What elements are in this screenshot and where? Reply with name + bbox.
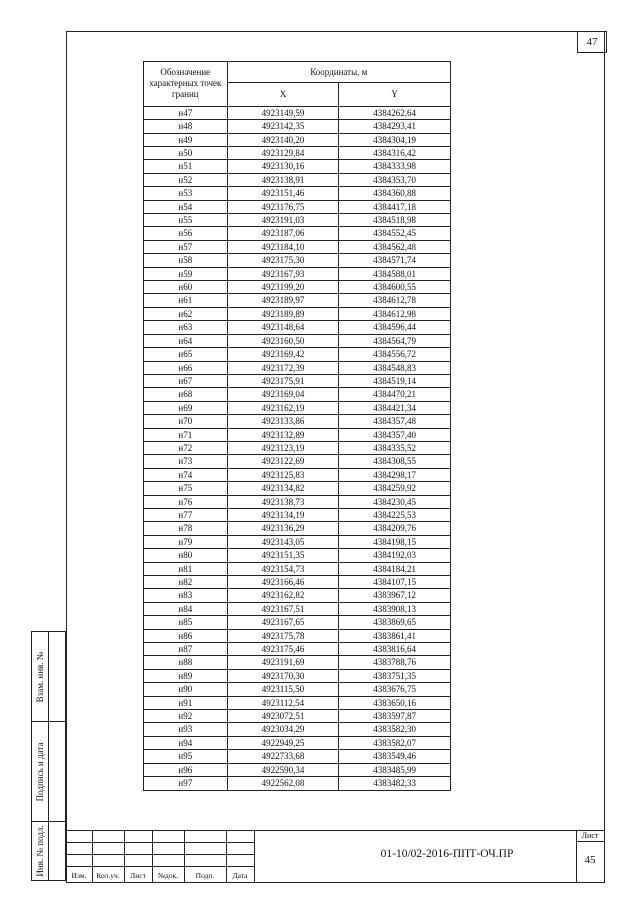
table-row	[144, 441, 451, 454]
point-cell: н51	[144, 160, 228, 173]
x-cell: 4923143,05	[227, 535, 339, 548]
point-cell: н91	[144, 696, 228, 709]
table-row	[144, 750, 451, 763]
x-cell: 4923167,93	[227, 267, 339, 280]
x-cell: 4923172,39	[227, 361, 339, 374]
y-cell: 4383861,41	[339, 629, 451, 642]
point-cell: н65	[144, 348, 228, 361]
y-cell: 4384360,88	[339, 187, 451, 200]
x-cell: 4923138,91	[227, 173, 339, 186]
x-cell: 4923199,20	[227, 281, 339, 294]
point-cell: н68	[144, 388, 228, 401]
y-cell: 4383908,13	[339, 602, 451, 615]
point-cell: н69	[144, 401, 228, 414]
x-cell: 4923189,97	[227, 294, 339, 307]
y-cell: 4384107,15	[339, 576, 451, 589]
y-cell: 4384564,79	[339, 334, 451, 347]
x-cell: 4923162,19	[227, 401, 339, 414]
table-row	[144, 522, 451, 535]
point-cell: н53	[144, 187, 228, 200]
point-cell: н95	[144, 750, 228, 763]
x-cell: 4922733,68	[227, 750, 339, 763]
table-row	[144, 147, 451, 160]
y-cell: 4384612,78	[339, 294, 451, 307]
x-cell: 4923175,91	[227, 374, 339, 387]
table-row	[144, 334, 451, 347]
x-cell: 4923148,64	[227, 321, 339, 334]
x-cell: 4923132,89	[227, 428, 339, 441]
table-row	[144, 348, 451, 361]
x-cell: 4923138,73	[227, 495, 339, 508]
point-cell: н61	[144, 294, 228, 307]
y-cell: 4384357,48	[339, 415, 451, 428]
y-cell: 4384571,74	[339, 254, 451, 267]
y-cell: 4383676,75	[339, 683, 451, 696]
table-row	[144, 736, 451, 749]
x-cell: 4923140,20	[227, 133, 339, 146]
table-row	[144, 455, 451, 468]
x-cell: 4923187,06	[227, 227, 339, 240]
y-cell: 4383482,33	[339, 777, 451, 790]
y-cell: 4384357,40	[339, 428, 451, 441]
table-row	[144, 160, 451, 173]
side-row-inv-vzam	[32, 632, 65, 722]
point-cell: н59	[144, 267, 228, 280]
point-cell: н67	[144, 374, 228, 387]
title-block-column-line	[254, 830, 255, 882]
point-cell: н47	[144, 106, 228, 119]
x-cell: 4923154,73	[227, 562, 339, 575]
point-cell: н74	[144, 468, 228, 481]
title-block-top-line	[66, 830, 604, 831]
y-cell: 4384304,19	[339, 133, 451, 146]
table-row	[144, 106, 451, 119]
y-cell: 4383597,87	[339, 710, 451, 723]
table-row	[144, 508, 451, 521]
point-cell: н54	[144, 200, 228, 213]
x-cell: 4923133,86	[227, 415, 339, 428]
table-row	[144, 629, 451, 642]
coordinates-body	[144, 106, 451, 790]
x-cell: 4922590,34	[227, 763, 339, 776]
y-cell: 4383582,30	[339, 723, 451, 736]
y-cell: 4384230,45	[339, 495, 451, 508]
table-row	[144, 173, 451, 186]
y-cell: 4383751,35	[339, 669, 451, 682]
caption-izm: Изм.	[71, 871, 87, 880]
y-cell: 4383869,65	[339, 616, 451, 629]
table-row	[144, 616, 451, 629]
x-cell: 4923184,10	[227, 240, 339, 253]
point-cell: н77	[144, 508, 228, 521]
y-cell: 4384588,01	[339, 267, 451, 280]
point-cell: н85	[144, 616, 228, 629]
x-cell: 4923167,65	[227, 616, 339, 629]
y-cell: 4384596,44	[339, 321, 451, 334]
side-row-podpis	[32, 722, 65, 822]
y-cell: 4384293,41	[339, 120, 451, 133]
point-cell: н71	[144, 428, 228, 441]
point-cell: н76	[144, 495, 228, 508]
sheet-label: Лист	[581, 831, 599, 840]
y-cell: 4384316,42	[339, 147, 451, 160]
point-cell: н55	[144, 214, 228, 227]
table-row	[144, 267, 451, 280]
table-row	[144, 200, 451, 213]
table-row	[144, 307, 451, 320]
x-cell: 4923115,50	[227, 683, 339, 696]
point-cell: н80	[144, 549, 228, 562]
side-stamp	[31, 631, 66, 881]
x-cell: 4923112,54	[227, 696, 339, 709]
x-cell: 4923134,19	[227, 508, 339, 521]
table-row	[144, 321, 451, 334]
x-cell: 4923176,75	[227, 200, 339, 213]
point-cell: н62	[144, 307, 228, 320]
y-cell: 4384552,45	[339, 227, 451, 240]
point-cell: н90	[144, 683, 228, 696]
y-cell: 4384298,17	[339, 468, 451, 481]
table-row	[144, 240, 451, 253]
point-cell: н63	[144, 321, 228, 334]
table-row	[144, 120, 451, 133]
point-cell: н64	[144, 334, 228, 347]
table-row	[144, 602, 451, 615]
caption-list: Лист	[130, 871, 146, 880]
table-row	[144, 214, 451, 227]
caption-kol-uch: Кол.уч.	[96, 871, 120, 880]
x-cell: 4923162,82	[227, 589, 339, 602]
x-cell: 4923134,82	[227, 482, 339, 495]
table-row	[144, 777, 451, 790]
point-cell: н58	[144, 254, 228, 267]
caption-ndok: №док.	[157, 871, 179, 880]
point-cell: н88	[144, 656, 228, 669]
y-cell: 4383788,76	[339, 656, 451, 669]
point-cell: н78	[144, 522, 228, 535]
point-cell: н86	[144, 629, 228, 642]
table-row	[144, 187, 451, 200]
table-row	[144, 589, 451, 602]
x-cell: 4923167,51	[227, 602, 339, 615]
table-row	[144, 683, 451, 696]
point-cell: н97	[144, 777, 228, 790]
x-cell: 4923034,29	[227, 723, 339, 736]
point-cell: н94	[144, 736, 228, 749]
x-cell: 4923166,46	[227, 576, 339, 589]
point-cell: н50	[144, 147, 228, 160]
x-cell: 4923169,42	[227, 348, 339, 361]
point-cell: н52	[144, 173, 228, 186]
y-cell: 4384259,92	[339, 482, 451, 495]
x-cell: 4923151,46	[227, 187, 339, 200]
page-number: 47	[577, 31, 607, 53]
y-cell: 4384209,76	[339, 522, 451, 535]
table-row	[144, 374, 451, 387]
title-block-sheet-line	[576, 841, 604, 842]
y-cell: 4384556,72	[339, 348, 451, 361]
y-cell: 4384262,64	[339, 106, 451, 119]
x-cell: 4923130,16	[227, 160, 339, 173]
y-cell: 4384308,55	[339, 455, 451, 468]
table-row	[144, 656, 451, 669]
x-cell: 4923160,50	[227, 334, 339, 347]
sheet-number: 45	[584, 854, 596, 866]
point-cell: н89	[144, 669, 228, 682]
point-cell: н92	[144, 710, 228, 723]
table-row	[144, 388, 451, 401]
header-y: Y	[339, 83, 451, 106]
y-cell: 4384562,48	[339, 240, 451, 253]
point-cell: н56	[144, 227, 228, 240]
x-cell: 4923191,03	[227, 214, 339, 227]
y-cell: 4383582,07	[339, 736, 451, 749]
y-cell: 4384198,15	[339, 535, 451, 548]
point-cell: н66	[144, 361, 228, 374]
point-cell: н48	[144, 120, 228, 133]
table-row	[144, 535, 451, 548]
x-cell: 4922562,08	[227, 777, 339, 790]
y-cell: 4384225,53	[339, 508, 451, 521]
point-cell: н49	[144, 133, 228, 146]
point-cell: н75	[144, 482, 228, 495]
x-cell: 4923175,30	[227, 254, 339, 267]
x-cell: 4923129,84	[227, 147, 339, 160]
table-row	[144, 669, 451, 682]
table-row	[144, 696, 451, 709]
caption-data: Дата	[232, 871, 248, 880]
header-coords: Координаты, м	[227, 62, 450, 83]
point-cell: н70	[144, 415, 228, 428]
point-cell: н72	[144, 441, 228, 454]
caption-podp: Подп.	[195, 871, 215, 880]
side-label-inv-podl: Инв. № подл.	[35, 825, 45, 877]
point-cell: н81	[144, 562, 228, 575]
x-cell: 4923072,51	[227, 710, 339, 723]
x-cell: 4923149,59	[227, 106, 339, 119]
y-cell: 4384548,83	[339, 361, 451, 374]
point-cell: н57	[144, 240, 228, 253]
y-cell: 4384333,98	[339, 160, 451, 173]
x-cell: 4923170,30	[227, 669, 339, 682]
point-cell: н73	[144, 455, 228, 468]
x-cell: 4923122,69	[227, 455, 339, 468]
x-cell: 4923123,19	[227, 441, 339, 454]
table-row	[144, 401, 451, 414]
point-cell: н87	[144, 643, 228, 656]
y-cell: 4384600,55	[339, 281, 451, 294]
y-cell: 4384417,18	[339, 200, 451, 213]
y-cell: 4384184,21	[339, 562, 451, 575]
point-cell: н84	[144, 602, 228, 615]
table-row	[144, 281, 451, 294]
point-cell: н93	[144, 723, 228, 736]
point-cell: н96	[144, 763, 228, 776]
table-row	[144, 643, 451, 656]
table-row	[144, 710, 451, 723]
coordinates-table	[143, 61, 451, 791]
table-row	[144, 294, 451, 307]
y-cell: 4383650,16	[339, 696, 451, 709]
x-cell: 4923169,04	[227, 388, 339, 401]
x-cell: 4923189,89	[227, 307, 339, 320]
header-point: Обозначение характерных точек границ	[144, 62, 228, 107]
y-cell: 4383967,12	[339, 589, 451, 602]
y-cell: 4384612,98	[339, 307, 451, 320]
x-cell: 4923175,46	[227, 643, 339, 656]
table-row	[144, 133, 451, 146]
point-cell: н79	[144, 535, 228, 548]
document-code: 01-10/02-2016-ППТ-ОЧ.ПР	[380, 848, 514, 860]
y-cell: 4384518,98	[339, 214, 451, 227]
table-row	[144, 428, 451, 441]
side-row-inv-podl	[32, 822, 65, 880]
y-cell: 4383485,99	[339, 763, 451, 776]
table-row	[144, 495, 451, 508]
table-row	[144, 576, 451, 589]
y-cell: 4383816,64	[339, 643, 451, 656]
y-cell: 4384519,14	[339, 374, 451, 387]
point-cell: н82	[144, 576, 228, 589]
table-row	[144, 415, 451, 428]
point-cell: н60	[144, 281, 228, 294]
x-cell: 4923125,83	[227, 468, 339, 481]
table-row	[144, 482, 451, 495]
x-cell: 4922949,25	[227, 736, 339, 749]
side-label-inv-vzam: Взам. инв. №	[35, 651, 45, 702]
y-cell: 4384192,03	[339, 549, 451, 562]
table-row	[144, 562, 451, 575]
x-cell: 4923151,35	[227, 549, 339, 562]
y-cell: 4384421,34	[339, 401, 451, 414]
point-cell: н83	[144, 589, 228, 602]
y-cell: 4384470,21	[339, 388, 451, 401]
table-row	[144, 723, 451, 736]
header-x: X	[227, 83, 339, 106]
y-cell: 4383549,46	[339, 750, 451, 763]
table-row	[144, 549, 451, 562]
y-cell: 4384353,70	[339, 173, 451, 186]
x-cell: 4923191,69	[227, 656, 339, 669]
table-row	[144, 361, 451, 374]
x-cell: 4923142,35	[227, 120, 339, 133]
y-cell: 4384335,52	[339, 441, 451, 454]
side-label-podpis: Подпись и дата	[35, 742, 45, 801]
table-row	[144, 227, 451, 240]
x-cell: 4923136,29	[227, 522, 339, 535]
table-row	[144, 254, 451, 267]
x-cell: 4923175,78	[227, 629, 339, 642]
table-row	[144, 763, 451, 776]
table-row	[144, 468, 451, 481]
title-block	[66, 830, 604, 882]
